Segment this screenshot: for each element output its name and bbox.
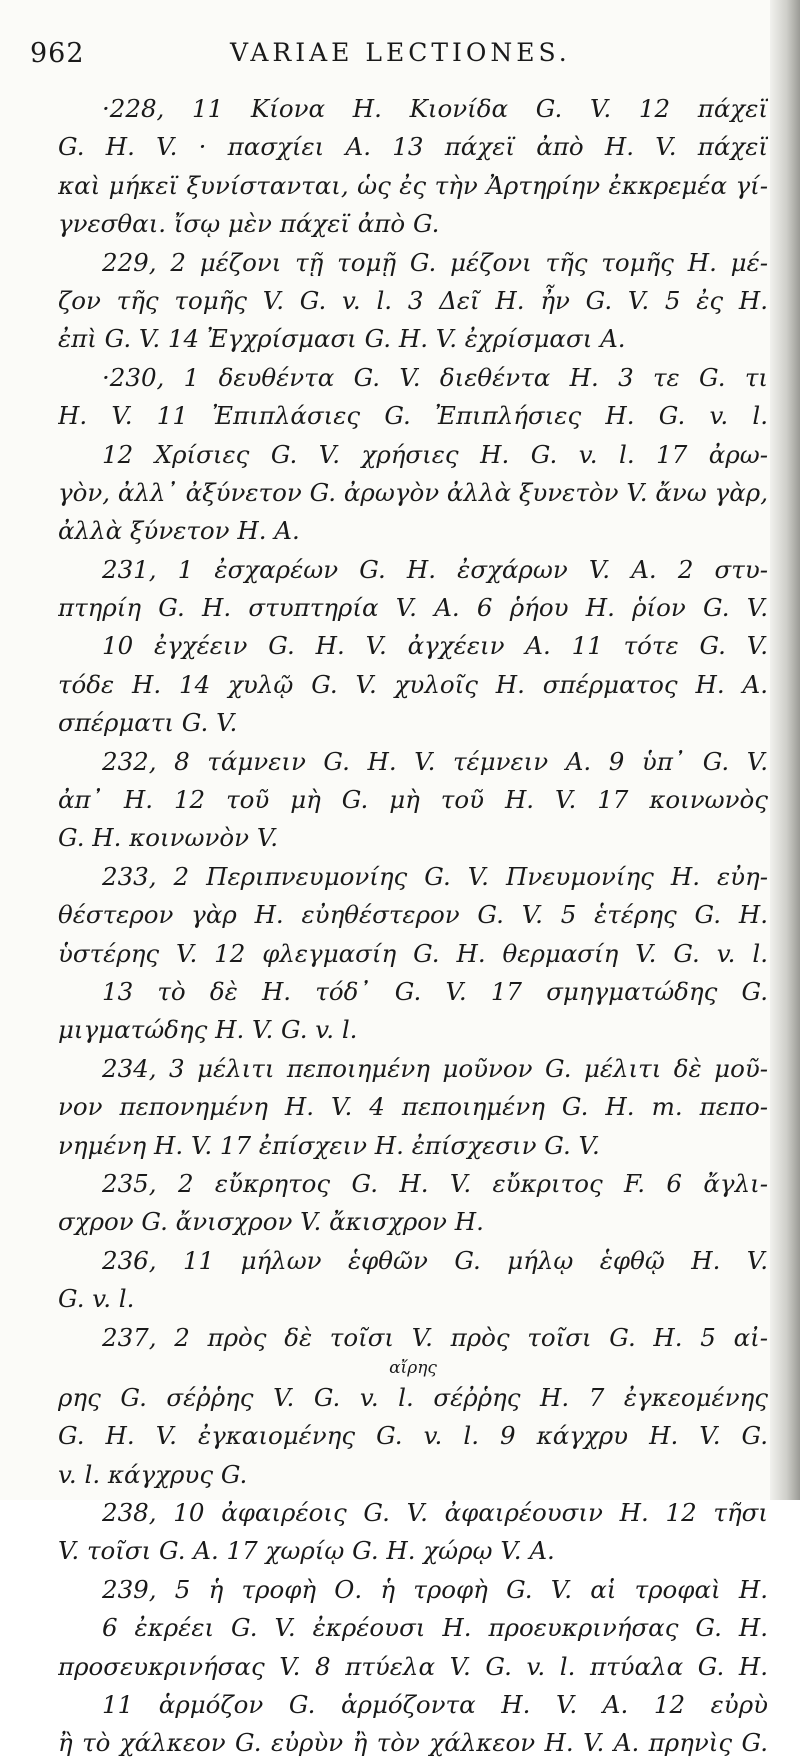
text-line: 229, 2 μέζονι τῇ τομῇ G. μέζονι τῆς τομῆς Η. μέ-: [102, 247, 768, 277]
text-line: 234, 3 μέλιτι πεποιημένη μοῦνον G. μέλιτι δὲ μοῦ-: [102, 1053, 768, 1083]
text-line: ·230, 1 δευθέντα G. V. διεθέντα Η. 3 τε G. τι: [102, 362, 768, 392]
text-line: G. v. l.: [58, 1284, 135, 1314]
variant-readings-text: [58, 90, 768, 1763]
page-binding-shadow: [770, 0, 800, 1500]
entry-233: [58, 858, 768, 1050]
text-line: 236, 11 μήλων ἑφθῶν G. μήλῳ ἑφθῷ Η. V.: [102, 1245, 768, 1275]
text-line: ἀλλὰ ξύνετον Η. Α.: [58, 516, 300, 546]
text-line: 233, 2 Περιπνευμονίης G. V. Πνευμονίης Η. εὐη-: [102, 861, 768, 891]
text-line: G. H. V. ἐγκαιομένης G. v. l. 9 κάγχρυ Η. V. G.: [58, 1421, 768, 1451]
text-line: ·228, 11 Κίονα Η. Κιονίδα G. V. 12 πάχεϊ: [102, 94, 768, 123]
text-line: μιγματώδης Η. V. G. v. l.: [58, 1015, 358, 1045]
text-line: 235, 2 εὔκρητος G. H. V. εὔκριτος F. 6 ἄγλι-: [102, 1168, 768, 1198]
text-line: v. l. κάγχρυς G.: [58, 1459, 248, 1489]
text-line: τόδε Η. 14 χυλῷ G. V. χυλοῖς Η. σπέρματος Η. Α.: [58, 669, 768, 699]
text-line: πτηρίη G. H. στυπτηρία V. Α. 6 ῥήου Η. ῥίον G. V.: [58, 593, 768, 623]
entry-231: [58, 551, 768, 743]
text-line: θέστερον γὰρ Η. εὐηθέστερον G. V. 5 ἑτέρης G. H.: [58, 900, 768, 930]
entry-237: [58, 1319, 768, 1495]
text-line: ρης G. σέῤῥης V. G. v. l. σέῤῥης Η. 7 ἐγκεομένης: [58, 1382, 768, 1412]
page-header: [30, 38, 760, 78]
running-title: VARIAE LECTIONES.: [230, 38, 571, 67]
entry-228: [58, 90, 768, 244]
entry-236: [58, 1242, 768, 1319]
text-line: 231, 1 ἐσχαρέων G. H. ἐσχάρων V. Α. 2 στυ-: [102, 554, 768, 584]
text-line: καὶ μήκεϊ ξυνίστανται, ὡς ἐς τὴν Ἀρτηρίην ἐκκρεμέα γί-: [58, 170, 768, 200]
text-line: σχρον G. ἄνισχρον V. ἄκισχρον Η.: [58, 1207, 484, 1237]
text-line: ζον τῆς τομῆς V. G. v. l. 3 Δεῖ Η. ἦν G. V. 5 ἐς Η.: [58, 285, 768, 315]
text-line: 13 τὸ δὲ Η. τόδ᾽ G. V. 17 σμηγματώδης G.: [102, 976, 768, 1006]
text-line: 232, 8 τάμνειν G. H. V. τέμνειν Α. 9 ὑπ᾽ G. V.: [102, 746, 768, 776]
entry-230: [58, 359, 768, 551]
text-line: 10 ἐγχέειν G. H. V. ἀγχέειν Α. 11 τότε G. V.: [102, 631, 768, 661]
text-line: 239, 5 ἡ τροφὴ Ο. ἡ τροφὴ G. V. αἱ τροφαὶ Η.: [102, 1574, 768, 1604]
text-line: ἐπὶ G. V. 14 Ἐγχρίσμασι G. H. V. ἐχρίσμασι Α.: [58, 324, 626, 354]
entry-235: [58, 1165, 768, 1242]
text-line: ἀπ᾽ Η. 12 τοῦ μὴ G. μὴ τοῦ Η. V. 17 κοινωνὸς: [58, 785, 768, 815]
text-line: 237, 2 πρὸς δὲ τοῖσι V. πρὸς τοῖσι G. H. 5 αἰ-: [102, 1322, 768, 1352]
text-line: σπέρματι G. V.: [58, 708, 238, 738]
interlinear-note: αἴρης: [389, 1357, 437, 1378]
text-line: νον πεπονημένη Η. V. 4 πεποιημένη G. H. m. πεπο-: [58, 1092, 768, 1122]
text-line: ἢ τὸ χάλκεον G. εὐρὺν ἢ τὸν χάλκεον Η. V. Α. πρηνὶς G.: [58, 1728, 768, 1758]
entry-229: [58, 244, 768, 359]
entry-234: [58, 1050, 768, 1165]
entry-239: [58, 1571, 768, 1763]
text-line: νημένη Η. V. 17 ἐπίσχειν Η. ἐπίσχεσιν G. V.: [58, 1130, 600, 1160]
text-line: 6 ἐκρέει G. V. ἐκρέουσι Η. προευκρινήσας G. H.: [102, 1613, 768, 1643]
entry-238: [58, 1494, 768, 1571]
text-line: ὑστέρης V. 12 φλεγμασίη G. H. θερμασίη V. G. v. l.: [58, 938, 768, 968]
text-line: 238, 10 ἀφαιρέοις G. V. ἀφαιρέουσιν Η. 12 τῆσι: [102, 1498, 768, 1528]
text-line: G. H. κοινωνὸν V.: [58, 823, 279, 853]
text-line: V. τοῖσι G. Α. 17 χωρίῳ G. H. χώρῳ V. Α.: [58, 1536, 555, 1566]
entry-232: [58, 743, 768, 858]
text-line: προσευκρινήσας V. 8 πτύελα V. G. v. l. πτύαλα G. H.: [58, 1651, 768, 1681]
text-line: H. V. 11 Ἐπιπλάσιες G. Ἐπιπλήσιες Η. G. v. l.: [58, 401, 768, 431]
text-line: γὸν, ἀλλ᾽ ἀξύνετον G. ἀρωγὸν ἀλλὰ ξυνετὸν V. ἄνω γὰρ,: [58, 477, 768, 507]
page-number: 962: [30, 38, 85, 69]
text-line: γνεσθαι. ἴσῳ μὲν πάχεϊ ἀπὸ G.: [58, 209, 440, 239]
text-line: 12 Χρίσιες G. V. χρήσιες Η. G. v. l. 17 ἀρω-: [102, 439, 768, 469]
text-line: G. H. V. · πασχίει Α. 13 πάχεϊ ἀπὸ Η. V. πάχεϊ: [58, 132, 768, 162]
text-line: 11 ἁρμόζον G. ἁρμόζοντα Η. V. Α. 12 εὐρὺ: [102, 1690, 768, 1720]
